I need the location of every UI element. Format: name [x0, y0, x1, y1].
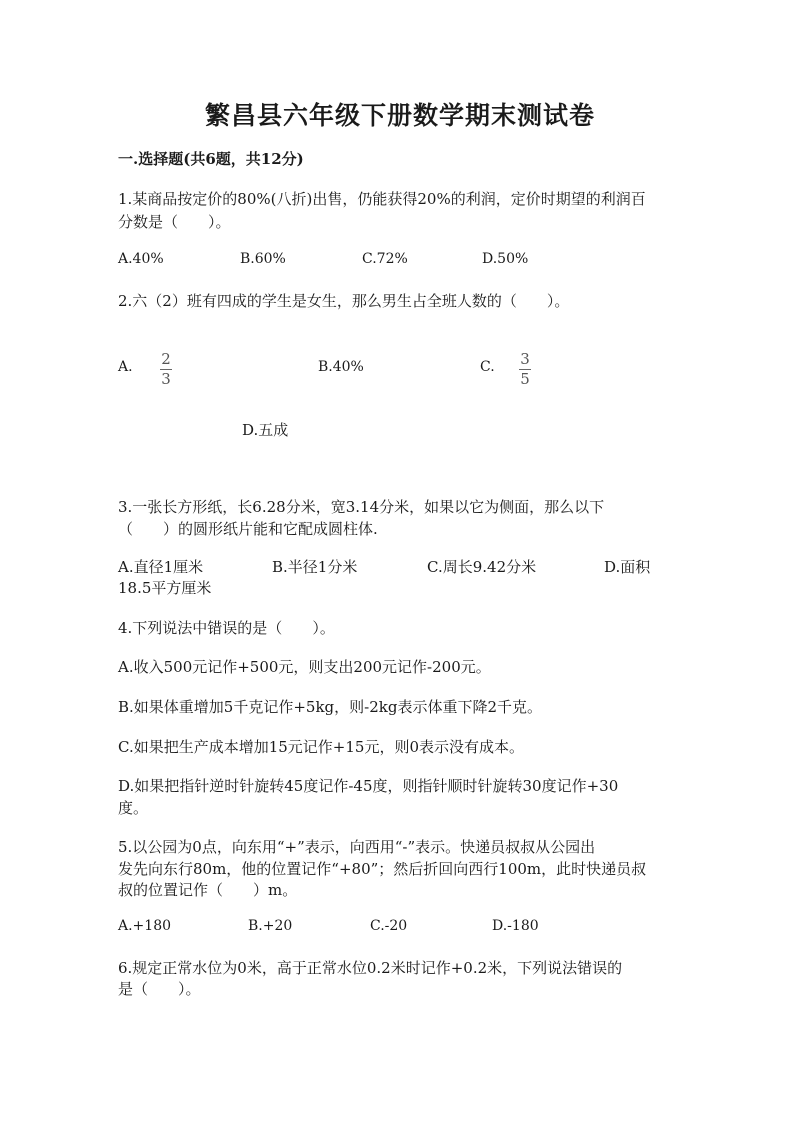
q3-text-line2: （ ）的圆形纸片能和它配成圆柱体.: [118, 520, 378, 538]
q4-option-b: B.如果体重增加5千克记作+5kg，则-2kg表示体重下降2千克。: [118, 698, 542, 716]
q3-option-b: B.半径1分米: [272, 558, 358, 576]
q1-text-line2: 分数是（ ）。: [118, 213, 231, 231]
q3-option-d: D.面积: [604, 558, 651, 576]
fraction-numerator: 3: [520, 350, 530, 368]
q2-option-a-fraction: [160, 351, 172, 388]
q5-text-line1: 5.以公园为0点，向东用“+”表示，向西用“-”表示。快递员叔叔从公园出: [118, 838, 596, 856]
q3-option-a: A.直径1厘米: [118, 558, 204, 576]
q4-option-d-line1: D.如果把指针逆时针旋转45度记作-45度，则指针顺时针旋转30度记作+30: [118, 777, 619, 795]
fraction-denominator: 3: [161, 370, 171, 388]
q1-text-line1: 1.某商品按定价的80%(八折)出售，仍能获得20%的利润，定价时期望的利润百: [118, 190, 646, 208]
q3-text-line1: 3.一张长方形纸，长6.28分米，宽3.14分米，如果以它为侧面，那么以下: [118, 498, 605, 516]
q1-option-b: B.60%: [240, 251, 286, 267]
q5-option-c: C.-20: [370, 918, 408, 934]
q5-text-line2: 发先向东行80m，他的位置记作“+80”；然后折回向西行100m，此时快递员叔: [118, 860, 647, 878]
q5-option-d: D.-180: [492, 918, 539, 934]
q4-option-a: A.收入500元记作+500元，则支出200元记作-200元。: [118, 658, 491, 676]
exam-title: 繁昌县六年级下册数学期末测试卷: [204, 101, 595, 130]
q2-text-line1: 2.六（2）班有四成的学生是女生，那么男生占全班人数的（ ）。: [118, 292, 570, 310]
q3-option-c: C.周长9.42分米: [427, 558, 537, 576]
q5-option-a: A.+180: [118, 918, 172, 934]
q6-text-line2: 是（ ）。: [118, 980, 201, 998]
q1-option-a: A.40%: [118, 251, 164, 267]
q5-text-line3: 叔的位置记作（ ）m。: [118, 881, 298, 899]
q4-option-d-line2: 度。: [118, 799, 149, 817]
fraction-denominator: 5: [520, 370, 530, 388]
q3-option-d-continued: 18.5平方厘米: [118, 579, 212, 597]
section-heading: 一.选择题(共6题，共12分): [118, 150, 304, 168]
q4-text-line1: 4.下列说法中错误的是（ ）。: [118, 619, 335, 637]
q2-option-c-fraction: [519, 351, 531, 388]
q5-option-b: B.+20: [248, 918, 293, 934]
q4-option-c: C.如果把生产成本增加15元记作+15元，则0表示没有成本。: [118, 738, 524, 756]
q2-option-a: A.: [118, 359, 133, 375]
q6-text-line1: 6.规定正常水位为0米，高于正常水位0.2米时记作+0.2米，下列说法错误的: [118, 959, 623, 977]
q1-option-d: D.50%: [482, 251, 529, 267]
q2-option-b: B.40%: [318, 359, 364, 375]
q1-option-c: C.72%: [362, 251, 408, 267]
q2-option-c: C.: [480, 359, 495, 375]
q2-option-d: D.五成: [242, 421, 289, 439]
fraction-numerator: 2: [161, 350, 171, 368]
